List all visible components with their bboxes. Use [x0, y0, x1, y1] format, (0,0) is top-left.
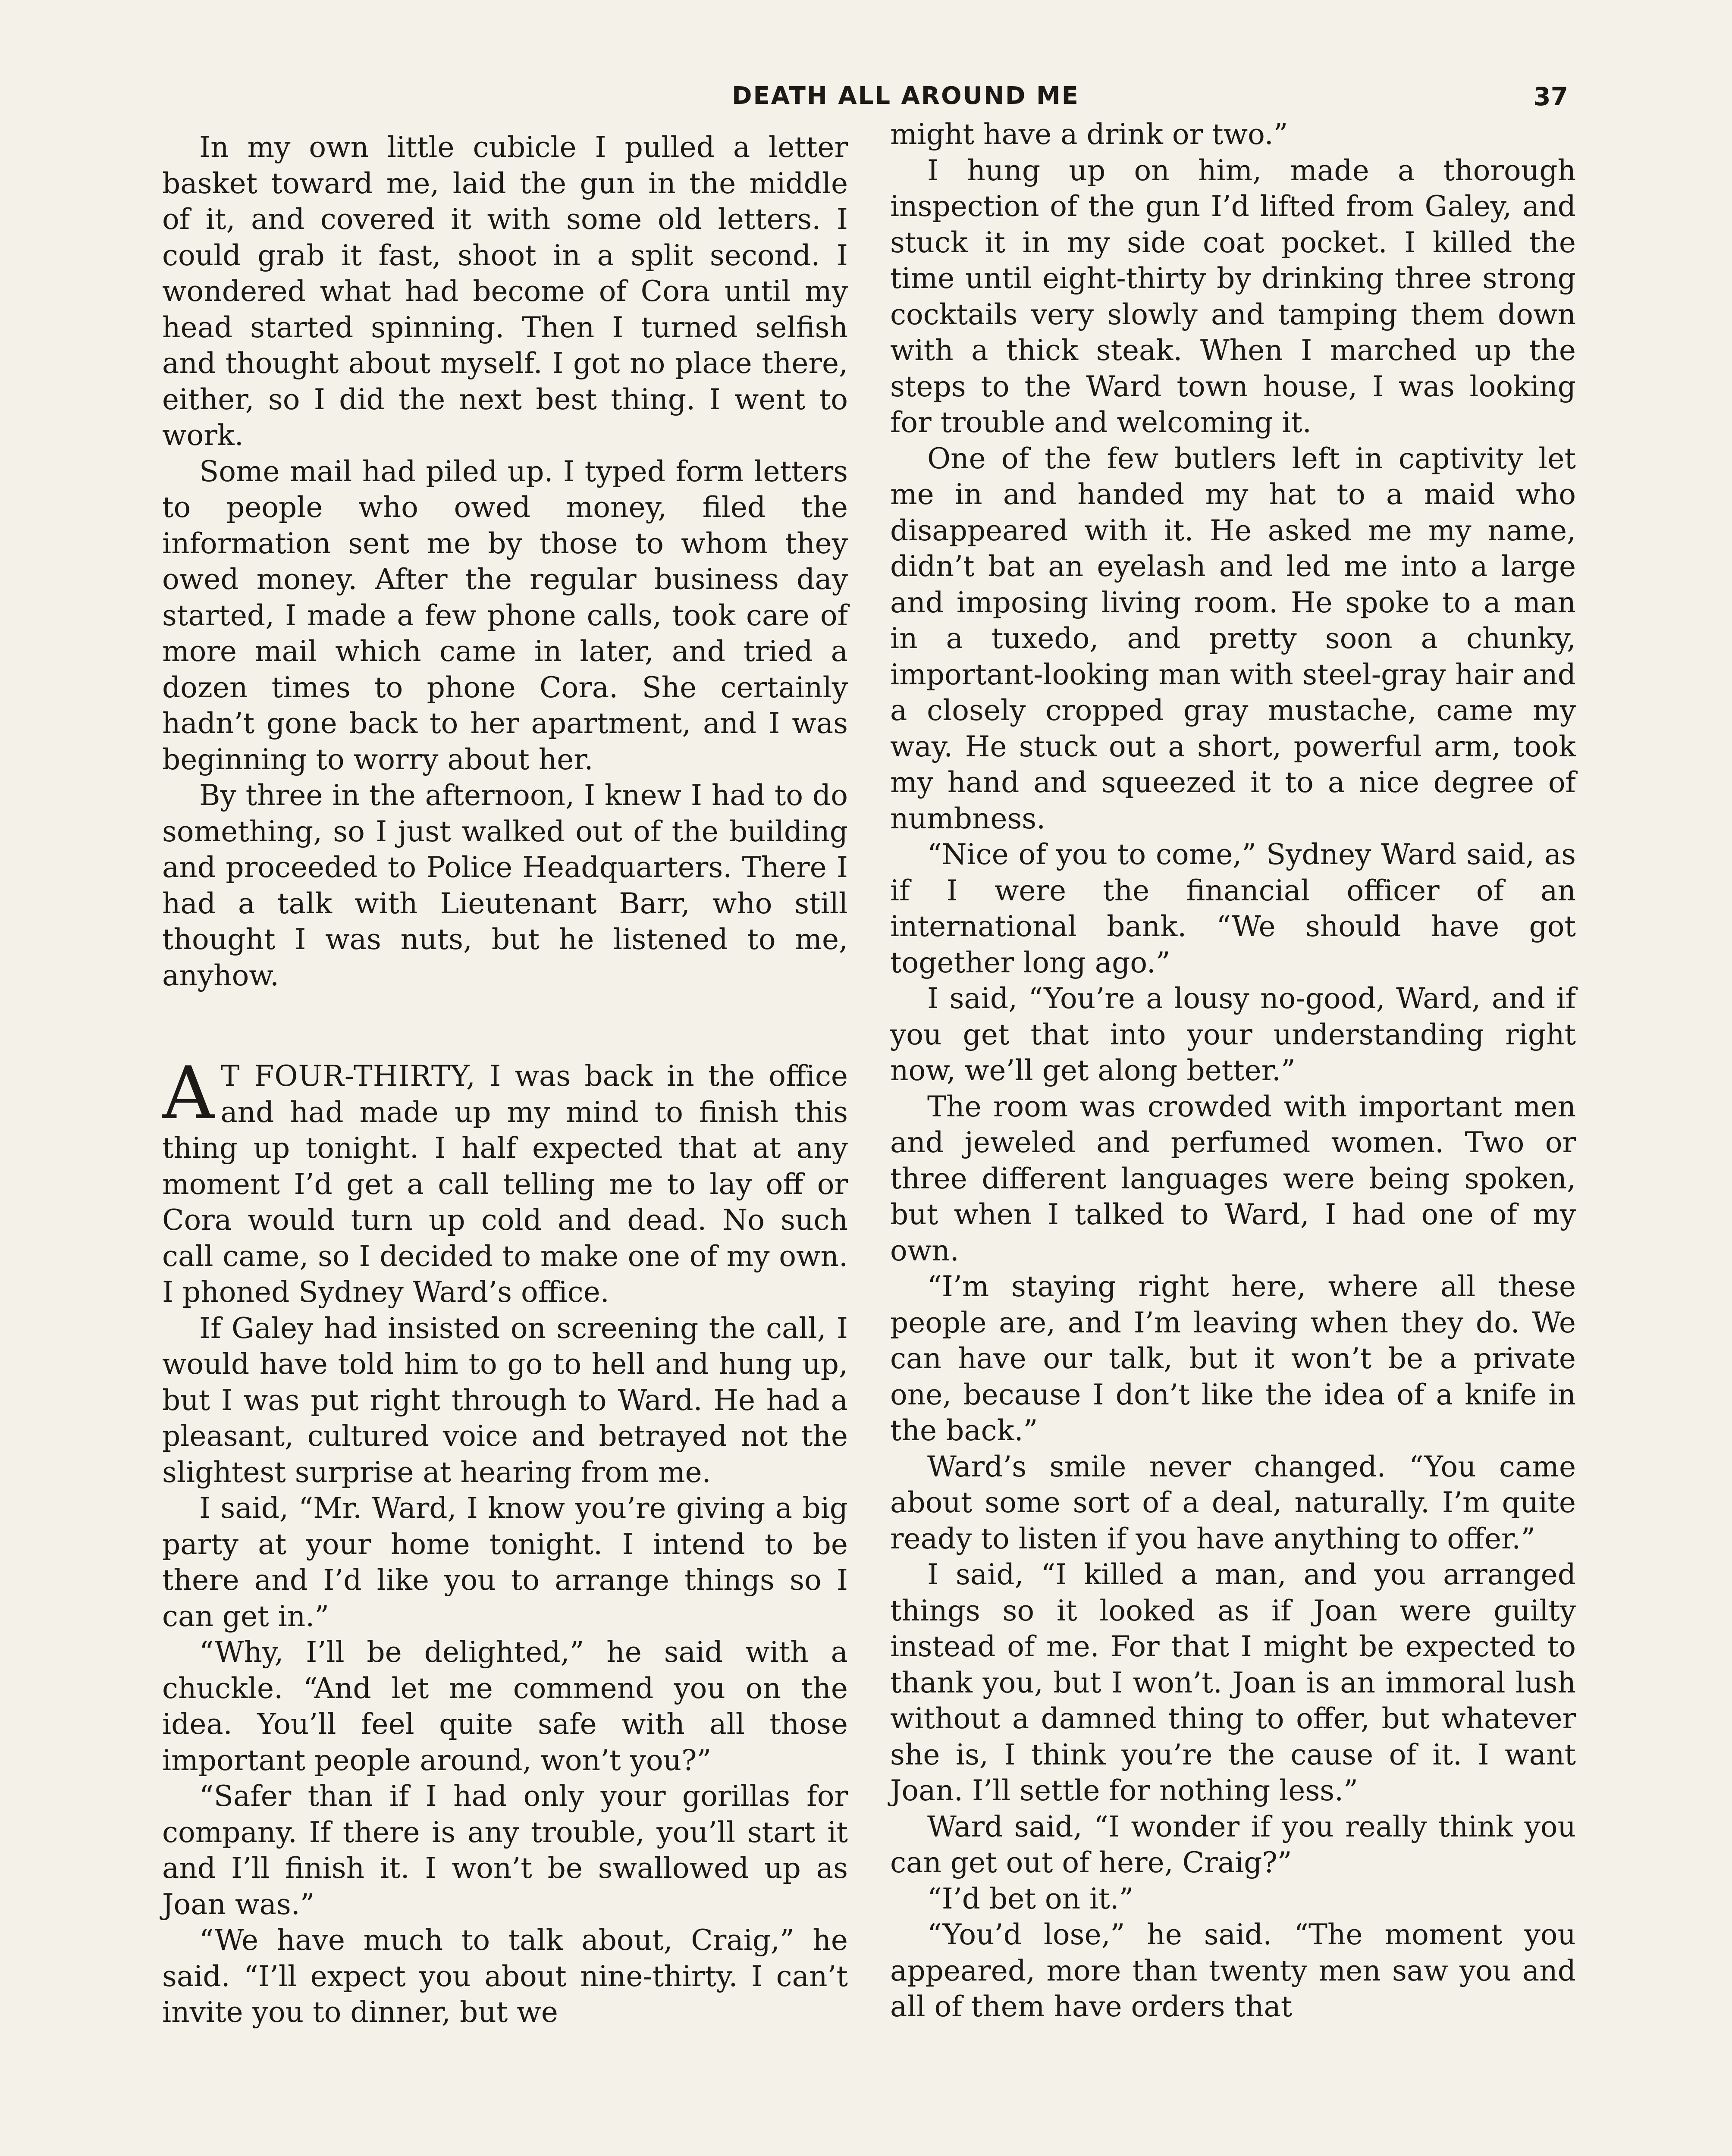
paragraph: I hung up on him, made a thorough inspection of the gun I’d lifted from Galey, and stuck it in my side coat pocket. I killed the time until eight-thirty by drinking three strong cocktails very slowly and tamping them down with a thick steak. When I marched up the steps to the Ward town house, I was looking for trouble and welcoming it.: [890, 154, 1576, 439]
running-title: DEATH ALL AROUND ME: [732, 82, 1079, 110]
paragraph: If Galey had insisted on screening the call, I would have told him to go to hell and hung up, but I was put right through to Ward. He had a pleasant, cultured voice and betrayed not the slightest surprise at hearing from me.: [162, 1311, 848, 1489]
paragraph: Ward said, “I wonder if you really think you can get out of here, Craig?”: [890, 1810, 1576, 1879]
paragraph: One of the few butlers left in captivity let me in and handed my hat to a maid who disappeared with it. He asked me my name, didn’t bat an eyelash and led me into a large and imposing living room. He spoke to a man in a tuxedo, and pretty soon a chunky, important-looking man with steel-gray hair and a closely cropped gray mustache, came my way. He stuck out a short, powerful arm, took my hand and squeezed it to a nice degree of numbness.: [890, 442, 1576, 835]
section-opening-paragraph: [162, 1051, 848, 1310]
small-caps-lead: T FOUR-THIRTY,: [220, 1059, 476, 1093]
paragraph: I said, “Mr. Ward, I know you’re giving a big party at your home tonight. I intend to be there and I’d like you to arrange things so I can get in.”: [162, 1492, 848, 1633]
paragraph: “Why, I’ll be delighted,” he said with a chuckle. “And let me commend you on the idea. You’ll feel quite safe with all those important people around, won’t you?”: [162, 1636, 848, 1777]
paragraph: “You’d lose,” he said. “The moment you appeared, more than twenty men saw you and all of them have orders that: [890, 1918, 1576, 2023]
paragraph: Some mail had piled up. I typed form letters to people who owed money, filed the information sent me by those to whom they owed money. After the regular business day started, I made a few phone calls, took care of more mail which came in later, and tried a dozen times to phone Cora. She certainly hadn’t gone back to her apartment, and I was beginning to worry about her.: [162, 454, 848, 776]
drop-cap: A: [162, 1051, 215, 1135]
page-number: 37: [1533, 82, 1568, 111]
section-break: [162, 993, 848, 1058]
paragraph: “Safer than if I had only your gorillas for company. If there is any trouble, you’ll start it and I’ll finish it. I won’t be swallowed up as Joan was.”: [162, 1780, 848, 1921]
right-column: [890, 116, 1576, 2025]
paragraph: “Nice of you to come,” Sydney Ward said, as if I were the financial officer of an international bank. “We should have got together long ago.”: [890, 838, 1576, 979]
paragraph: Ward’s smile never changed. “You came about some sort of a deal, naturally. I’m quite ready to listen if you have anything to offer.”: [890, 1450, 1576, 1555]
paragraph: I said, “You’re a lousy no-good, Ward, and if you get that into your understanding right now, we’ll get along better.”: [890, 982, 1576, 1087]
paragraph: By three in the afternoon, I knew I had to do something, so I just walked out of the building and proceeded to Police Headquarters. There I had a talk with Lieutenant Barr, who still thought I was nuts, but he listened to me, anyhow.: [162, 779, 848, 992]
paragraph: “I’m staying right here, where all these people are, and I’m leaving when they do. We can have our talk, but it won’t be a private one, because I don’t like the idea of a knife in the back.”: [890, 1270, 1576, 1447]
paragraph: “I’d bet on it.”: [927, 1882, 1134, 1915]
paragraph: The room was crowded with important men and jeweled and perfumed women. Two or three different languages were being spoken, but when I talked to Ward, I had one of my own.: [890, 1090, 1576, 1267]
paragraph: In my own little cubicle I pulled a letter basket toward me, laid the gun in the middle of it, and covered it with some old letters. I could grab it fast, shoot in a split second. I wondered what had become of Cora until my head started spinning. Then I turned selfish and thought about myself. I got no place there, either, so I did the next best thing. I went to work.: [162, 131, 848, 452]
continued-paragraph: might have a drink or two.”: [890, 118, 1288, 151]
paragraph: “We have much to talk about, Craig,” he said. “I’ll expect you about nine-thirty. I can’t invite you to dinner, but we: [162, 1924, 848, 2029]
paragraph: I said, “I killed a man, and you arranged things so it looked as if Joan were guilty instead of me. For that I might be expected to thank you, but I won’t. Joan is an immoral lush without a damned thing to offer, but whatever she is, I think you’re the cause of it. I want Joan. I’ll settle for nothing less.”: [890, 1558, 1576, 1807]
left-column: [162, 129, 848, 2031]
paragraph-text: I was back in the office and had made up my mind to finish this thing up tonight. I half expected that at any moment I’d get a call telling me to lay off or Cora would turn up cold and dead. No such call came, so I decided to make one of my own. I phoned Sydney Ward’s office.: [162, 1059, 848, 1309]
